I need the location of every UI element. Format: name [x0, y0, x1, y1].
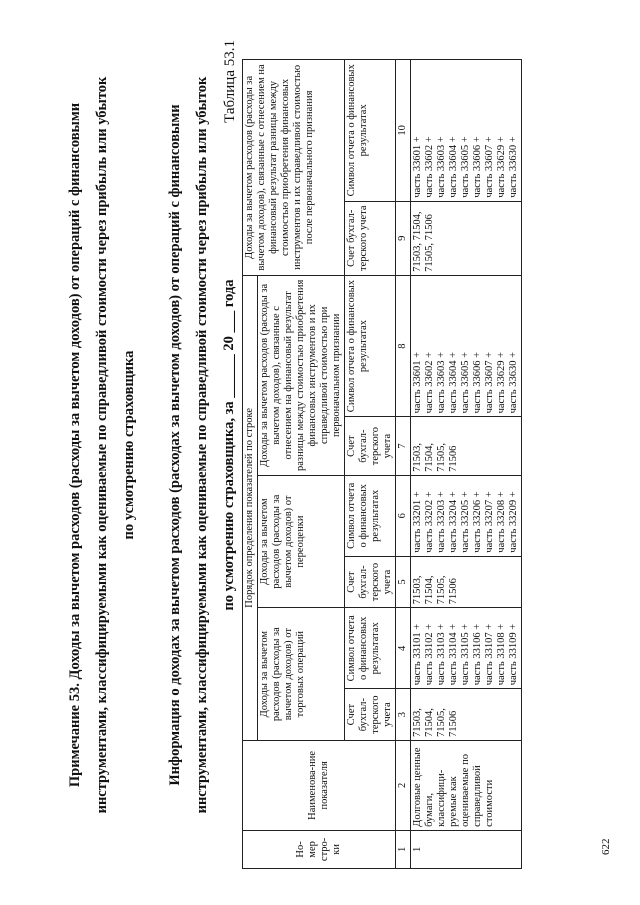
- col-num: 1: [396, 830, 411, 868]
- row-account-9: 71503, 71504, 71505, 71506: [411, 201, 522, 275]
- row-symbols-6: [411, 475, 522, 556]
- header-row-1: [243, 60, 258, 869]
- row-number: 1: [411, 830, 522, 868]
- header-order: Порядок определения показателей по строке: [243, 275, 258, 740]
- symbol-line: часть 33605 +: [460, 351, 471, 414]
- col-num: 3: [396, 689, 411, 741]
- symbol-line: часть 33108 +: [496, 623, 507, 686]
- row-symbols-4: [411, 608, 522, 689]
- symbol-line: часть 33602 +: [424, 136, 435, 198]
- symbol-line: часть 33206 +: [472, 491, 483, 553]
- sub-symbol-4: Символ отчета о финансовых результатах: [345, 608, 396, 689]
- col-num: 5: [396, 556, 411, 608]
- column-numbers-row: [396, 60, 411, 869]
- symbol-line: часть 33202 +: [424, 491, 435, 553]
- col-num: 10: [396, 60, 411, 202]
- col-num: 2: [396, 740, 411, 830]
- header-group2: Доходы за вычетом расходов (расходы за вычетом доходов) от переоценки: [258, 475, 345, 608]
- header-row-number: Но-мер стро-ки: [243, 830, 396, 868]
- col-num: 6: [396, 475, 411, 556]
- row-symbols-10: [411, 60, 522, 202]
- note-title-line1: Примечание 53. Доходы за вычетом расходов (расходы за вычетом доходов) от операций с финансовыми: [67, 102, 83, 788]
- symbol-line: часть 33601 +: [412, 351, 423, 414]
- symbol-line: часть 33605 +: [460, 136, 471, 198]
- table-label: Таблица 53.1: [222, 40, 238, 123]
- sub-symbol-10: Символ отчета о финансовых результатах: [345, 60, 396, 202]
- symbol-line: часть 33208 +: [496, 491, 507, 553]
- row-symbols-8: [411, 275, 522, 417]
- info-title: [162, 65, 243, 825]
- note-title: [62, 65, 143, 825]
- symbol-line: часть 33106 +: [472, 623, 483, 686]
- symbol-line: часть 33105 +: [460, 623, 471, 686]
- symbol-line: часть 33630 +: [508, 136, 519, 198]
- symbol-line: часть 33602 +: [424, 351, 435, 414]
- symbol-line: часть 33207 +: [484, 491, 495, 553]
- row-account-5: 71503, 71504, 71505, 71506: [411, 556, 522, 608]
- symbol-line: часть 33629 +: [496, 351, 507, 414]
- note-title-line3: по усмотрению страховщика: [121, 350, 137, 540]
- symbol-line: часть 33630 +: [508, 351, 519, 414]
- symbol-line: часть 33604 +: [448, 136, 459, 198]
- sub-symbol-6: Символ отчета о финансовых результатах: [345, 475, 396, 556]
- symbol-line: часть 33102 +: [424, 623, 435, 686]
- table-row: [411, 60, 522, 869]
- header-group4: Доходы за вычетом расходов (расходы за вычетом доходов), связанные с отнесением на финансовый результат разницы между стоимостью приобретения финансовых инструментов и их справедливой стоимостью после первоначального признания: [243, 60, 345, 276]
- symbol-line: часть 33607 +: [484, 351, 495, 414]
- page-number: 622: [600, 838, 612, 855]
- info-title-line1: Информация о доходах за вычетом расходов (расходах за вычетом доходов) от операций с финансовыми: [167, 104, 183, 786]
- symbol-line: часть 33606 +: [472, 351, 483, 414]
- row-account-7: 71503, 71504, 71505, 71506: [411, 417, 522, 475]
- symbol-line: часть 33603 +: [436, 351, 447, 414]
- symbol-line: часть 33604 +: [448, 351, 459, 414]
- row-account-3: 71503, 71504, 71505, 71506: [411, 689, 522, 741]
- symbol-line: часть 33104 +: [448, 623, 459, 686]
- symbol-line: часть 33103 +: [436, 623, 447, 686]
- note-title-line2: инструментами, классифицируемыми как оцениваемые по справедливой стоимости через прибыль или убыток: [94, 76, 110, 814]
- col-num: 4: [396, 608, 411, 689]
- header-group1: Доходы за вычетом расходов (расходы за вычетом доходов) от торговых операций: [258, 608, 345, 741]
- symbol-line: часть 33107 +: [484, 623, 495, 686]
- info-title-line2: инструментами, классифицируемыми как оцениваемые по справедливой стоимости через прибыль или убыток: [194, 76, 210, 814]
- sub-account-7: Счет бухгал-терского учета: [345, 417, 396, 475]
- col-num: 7: [396, 417, 411, 475]
- symbol-line: часть 33101 +: [412, 623, 423, 686]
- symbol-line: часть 33629 +: [496, 136, 507, 198]
- sub-symbol-8: Символ отчета о финансовых результатах: [345, 275, 396, 417]
- col-num: 9: [396, 201, 411, 275]
- row-indicator: Долговые ценные бумаги, классифици-руемые как оцениваемые по справедливой стоимости: [411, 740, 522, 830]
- symbol-line: часть 33204 +: [448, 491, 459, 553]
- symbol-line: часть 33603 +: [436, 136, 447, 198]
- symbol-line: часть 33606 +: [472, 136, 483, 198]
- symbol-line: часть 33205 +: [460, 491, 471, 553]
- symbol-line: часть 33209 +: [508, 491, 519, 553]
- symbol-line: часть 33601 +: [412, 136, 423, 198]
- sub-account-9: Счет бухгал-терского учета: [345, 201, 396, 275]
- col-num: 8: [396, 275, 411, 417]
- info-title-line3: по усмотрению страховщика, за ______ 20 ___ года: [221, 279, 237, 611]
- header-group3: Доходы за вычетом расходов (расходы за вычетом доходов), связанные с отнесением на финансовый результат разницы между стоимостью приобретения финансовых инструментов и их справедливой стоимостью при первоначальном признании: [258, 275, 345, 475]
- data-table: [242, 59, 522, 869]
- symbol-line: часть 33109 +: [508, 623, 519, 686]
- sub-account-5: Счет бухгал-терского учета: [345, 556, 396, 608]
- sub-account-3: Счет бухгал-терского учета: [345, 689, 396, 741]
- symbol-line: часть 33203 +: [436, 491, 447, 553]
- symbol-line: часть 33607 +: [484, 136, 495, 198]
- header-indicator: Наименова-ние показателя: [243, 740, 396, 830]
- symbol-line: часть 33201 +: [412, 491, 423, 553]
